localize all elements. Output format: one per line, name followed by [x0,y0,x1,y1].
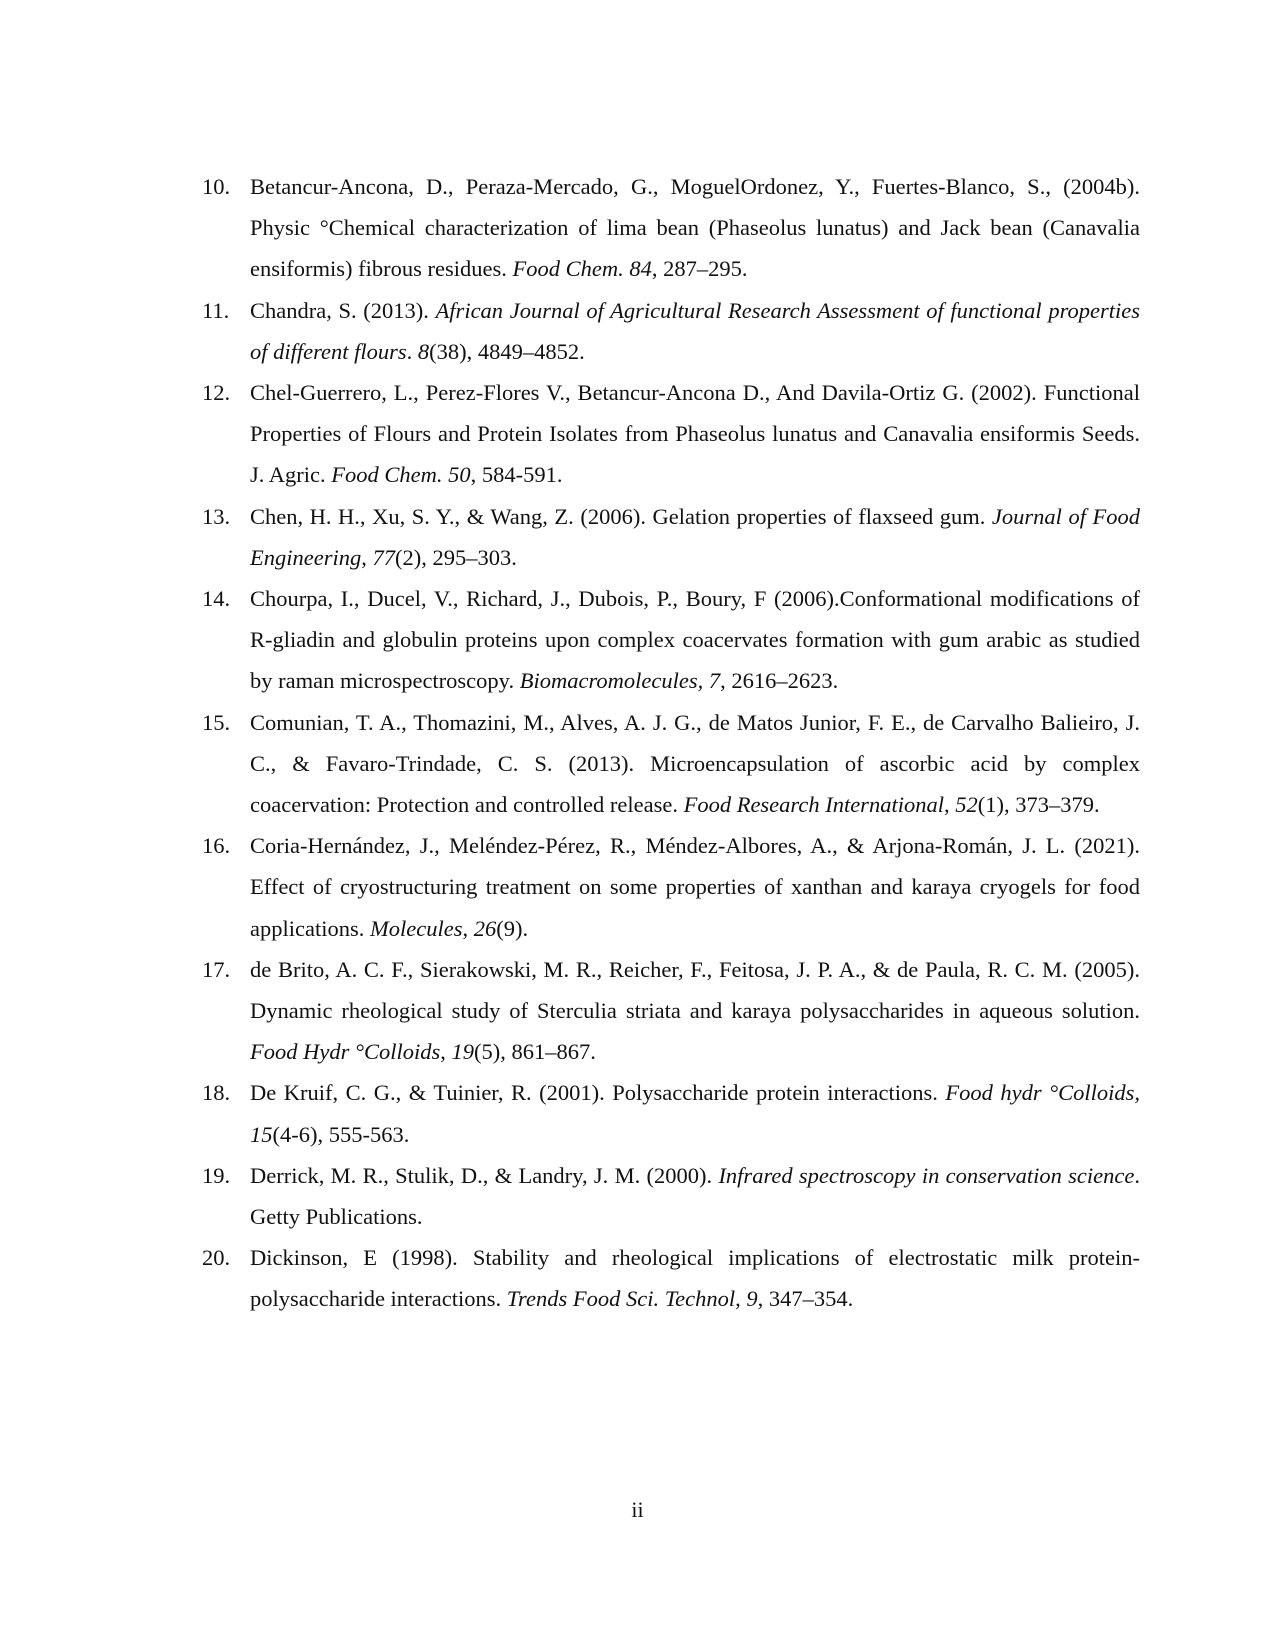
reference-item [202,166,1140,290]
reference-text: Chen, H. H., Xu, S. Y., & Wang, Z. (2006). Gelation properties of flaxseed gum. [250,503,992,529]
reference-text: , 287–295. [651,256,748,282]
reference-text: , [462,915,474,941]
reference-item [202,1155,1140,1237]
reference-italic-text: 52 [955,792,978,818]
reference-text: . [406,338,418,364]
reference-text: Comunian, T. A., Thomazini, M., Alves, A. J. G., de Matos Junior, F. E., de Carvalho Balieiro, J. C., & Favaro-Trindade, C. S. (2013). Microencapsulation of ascorbic acid by complex coacervation: Protection and controlled release. [250,709,1140,818]
reference-number: 16. [202,833,231,859]
reference-italic-text: Trends Food Sci. Technol, 9 [506,1286,758,1312]
reference-number: 15. [202,709,231,735]
reference-italic-text: Food hydr °Colloids, 15 [250,1080,1140,1147]
reference-number: 19. [202,1162,231,1188]
reference-number: 20. [202,1245,231,1271]
reference-text: (4-6), 555-563. [272,1121,410,1147]
reference-text: , [440,1039,452,1065]
reference-text: , 347–354. [757,1286,854,1312]
reference-italic-text: Food Research International [683,792,944,818]
reference-text: , 584-591. [470,462,563,488]
reference-text: (38), 4849–4852. [429,338,585,364]
reference-italic-text: Food Chem. 84 [512,256,652,282]
reference-text: , [361,544,373,570]
reference-item [202,578,1140,702]
reference-text: , 2616–2623. [720,668,839,694]
reference-number: 17. [202,956,231,982]
reference-item [202,1072,1140,1154]
reference-item [202,825,1140,949]
page-number: ii [631,1497,644,1522]
reference-number: 18. [202,1080,231,1106]
reference-italic-text: Journal of Food Engineering [250,503,1140,570]
reference-item [202,949,1140,1073]
reference-text: (9). [496,915,529,941]
reference-italic-text: 19 [451,1039,475,1065]
reference-italic-text: 8 [417,338,430,364]
reference-item [202,1237,1140,1319]
reference-italic-text: 26 [473,915,497,941]
reference-item [202,372,1140,496]
reference-text: Betancur-Ancona, D., Peraza-Mercado, G., MoguelOrdonez, Y., Fuertes-Blanco, S., (2004b). Physic °Chemical characterization of lima bean (Phaseolus lunatus) and Jack bean (Canavalia ensiformis) fibrous residues. [250,174,1140,282]
reference-italic-text: Biomacromolecules, 7 [519,668,721,694]
reference-text: de Brito, A. C. F., Sierakowski, M. R., Reicher, F., Feitosa, J. P. A., & de Paula, R. C. M. (2005). Dynamic rheological study of Sterculia striata and karaya polysaccharides in aqueous solution. [250,956,1140,1024]
reference-text: Dickinson, E (1998). Stability and rheological implications of electrostatic milk protein-polysaccharide interactions. [250,1245,1140,1312]
reference-number: 12. [202,380,231,406]
reference-item [202,496,1140,578]
reference-text: , [943,792,956,818]
reference-italic-text: Food Hydr °Colloids [250,1039,441,1065]
reference-italic-text: Infrared spectroscopy in conservation science [718,1162,1135,1188]
reference-text: . Getty Publications. [250,1162,1141,1230]
reference-text: Chourpa, I., Ducel, V., Richard, J., Dubois, P., Boury, F (2006).Conformational modifications of R-gliadin and globulin proteins upon complex coacervates formation with gum arabic as studied by raman microspectroscopy. [250,586,1140,694]
reference-number: 10. [202,174,231,199]
reference-italic-text: African Journal of Agricultural Research Assessment of functional properties of different flours [250,297,1140,364]
reference-text: Chandra, S. (2013). [250,297,436,323]
reference-text: De Kruif, C. G., & Tuinier, R. (2001). Polysaccharide protein interactions. [250,1080,946,1106]
reference-text: (1), 373–379. [977,792,1100,818]
reference-text: Chel-Guerrero, L., Perez-Flores V., Betancur-Ancona D., And Davila-Ortiz G. (2002). Functional Properties of Flours and Protein Isolates from Phaseolus lunatus and Canavalia ensiformis Seeds. J. Agric. [250,380,1140,488]
reference-text: Coria-Hernández, J., Meléndez-Pérez, R., Méndez-Albores, A., & Arjona-Román, J. L. (2021). Effect of cryostructuring treatment on some properties of xanthan and karaya cryogels for food applications. [250,833,1140,941]
reference-italic-text: Food Chem. 50 [331,462,471,488]
reference-text: (2), 295–303. [394,544,517,570]
reference-italic-text: Molecules [369,915,463,941]
reference-number: 11. [202,297,230,323]
reference-number: 14. [202,586,231,612]
reference-text: Derrick, M. R., Stulik, D., & Landry, J. M. (2000). [250,1162,719,1188]
reference-number: 13. [202,503,231,529]
reference-text: (5), 861–867. [474,1039,596,1065]
reference-italic-text: 77 [372,544,395,570]
reference-list [202,166,1140,1320]
reference-item [202,290,1140,372]
reference-item [202,702,1140,826]
